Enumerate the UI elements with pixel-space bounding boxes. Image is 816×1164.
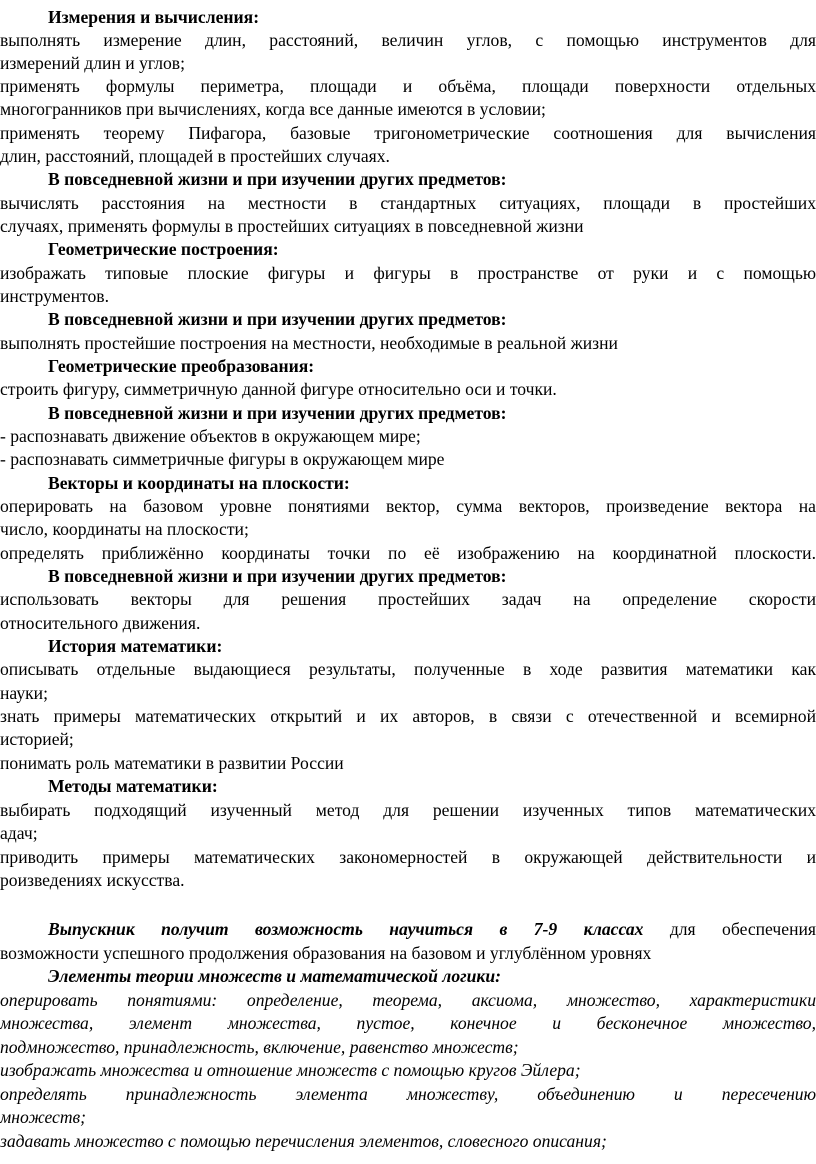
text-line: описывать отдельные выдающиеся результаты, полученные в ходе развития математики как bbox=[0, 659, 816, 679]
text-line: науки; bbox=[0, 683, 48, 703]
text-line: приводить примеры математических закономерностей в окружающей действительности и bbox=[0, 847, 816, 867]
text-line: многогранников при вычислениях, когда все данные имеются в условии; bbox=[0, 99, 546, 119]
blank-line bbox=[0, 892, 816, 915]
graduate-intro-rest: для обеспечения bbox=[643, 919, 816, 939]
italic-text-line: множеств; bbox=[0, 1107, 87, 1127]
text-line: выполнять простейшие построения на местности, необходимые в реальной жизни bbox=[0, 333, 618, 353]
section-heading: В повседневной жизни и при изучении других предметов: bbox=[48, 403, 507, 423]
italic-text-line: оперировать понятиями: определение, теорема, аксиома, множество, характеристики bbox=[0, 990, 816, 1010]
section-heading: В повседневной жизни и при изучении других предметов: bbox=[48, 169, 507, 189]
text-line: историей; bbox=[0, 729, 74, 749]
text-line: определять приближённо координаты точки по её изображению на координатной плоскости. bbox=[0, 543, 816, 563]
section-heading-italic: Элементы теории множеств и математической логики: bbox=[48, 966, 501, 986]
text-line: возможности успешного продолжения образования на базовом и углублённом уровнях bbox=[0, 943, 652, 963]
section-heading: Геометрические построения: bbox=[48, 239, 279, 259]
italic-text-line: множества, элемент множества, пустое, конечное и бесконечное множество, bbox=[0, 1013, 816, 1033]
section-heading: История математики: bbox=[48, 636, 223, 656]
section-heading: Векторы и координаты на плоскости: bbox=[48, 473, 350, 493]
text-line: выбирать подходящий изученный метод для решении изученных типов математических bbox=[0, 800, 816, 820]
text-line: строить фигуру, симметричную данной фигуре относительно оси и точки. bbox=[0, 379, 557, 399]
text-line: применять теорему Пифагора, базовые тригонометрические соотношения для вычисления bbox=[0, 123, 816, 143]
text-line: - распознавать симметричные фигуры в окружающем мире bbox=[0, 449, 445, 469]
text-line: изображать типовые плоские фигуры и фигуры в пространстве от руки и с помощью bbox=[0, 263, 816, 283]
text-line: вычислять расстояния на местности в стандартных ситуациях, площади в простейших bbox=[0, 193, 816, 213]
text-line: число, координаты на плоскости; bbox=[0, 519, 249, 539]
section-heading: В повседневной жизни и при изучении других предметов: bbox=[48, 566, 507, 586]
text-line: оперировать на базовом уровне понятиями вектор, сумма векторов, произведение вектора на bbox=[0, 496, 816, 516]
text-line: роизведениях искусства. bbox=[0, 870, 185, 890]
text-line: понимать роль математики в развитии России bbox=[0, 753, 344, 773]
italic-text-line: задавать множество с помощью перечисления элементов, словесного описания; bbox=[0, 1131, 607, 1151]
graduate-intro-emphasis: Выпускник получит возможность научиться в 7-9 классах bbox=[48, 919, 644, 939]
graduate-intro-line bbox=[48, 918, 816, 941]
italic-text-line: определять принадлежность элемента множеству, объединению и пересечению bbox=[0, 1084, 816, 1104]
text-line: длин, расстояний, площадей в простейших случаях. bbox=[0, 146, 390, 166]
italic-text-line: изображать множества и отношение множеств с помощью кругов Эйлера; bbox=[0, 1060, 581, 1080]
text-line: инструментов. bbox=[0, 286, 109, 306]
section-heading: Методы математики: bbox=[48, 776, 218, 796]
text-line: использовать векторы для решения простейших задач на определение скорости bbox=[0, 589, 816, 609]
text-line: измерений длин и углов; bbox=[0, 53, 185, 73]
text-line: применять формулы периметра, площади и объёма, площади поверхности отдельных bbox=[0, 76, 816, 96]
text-line: случаях, применять формулы в простейших ситуациях в повседневной жизни bbox=[0, 216, 584, 236]
section-heading: В повседневной жизни и при изучении других предметов: bbox=[48, 309, 507, 329]
section-heading: Геометрические преобразования: bbox=[48, 356, 315, 376]
italic-text-line: подмножество, принадлежность, включение, равенство множеств; bbox=[0, 1037, 519, 1057]
text-line: знать примеры математических открытий и их авторов, в связи с отечественной и всемирной bbox=[0, 706, 816, 726]
text-line: - распознавать движение объектов в окружающем мире; bbox=[0, 426, 421, 446]
text-line: выполнять измерение длин, расстояний, величин углов, с помощью инструментов для bbox=[0, 30, 816, 50]
text-line: относительного движения. bbox=[0, 613, 201, 633]
text-line: адач; bbox=[0, 823, 38, 843]
section-heading: Измерения и вычисления: bbox=[48, 7, 260, 27]
